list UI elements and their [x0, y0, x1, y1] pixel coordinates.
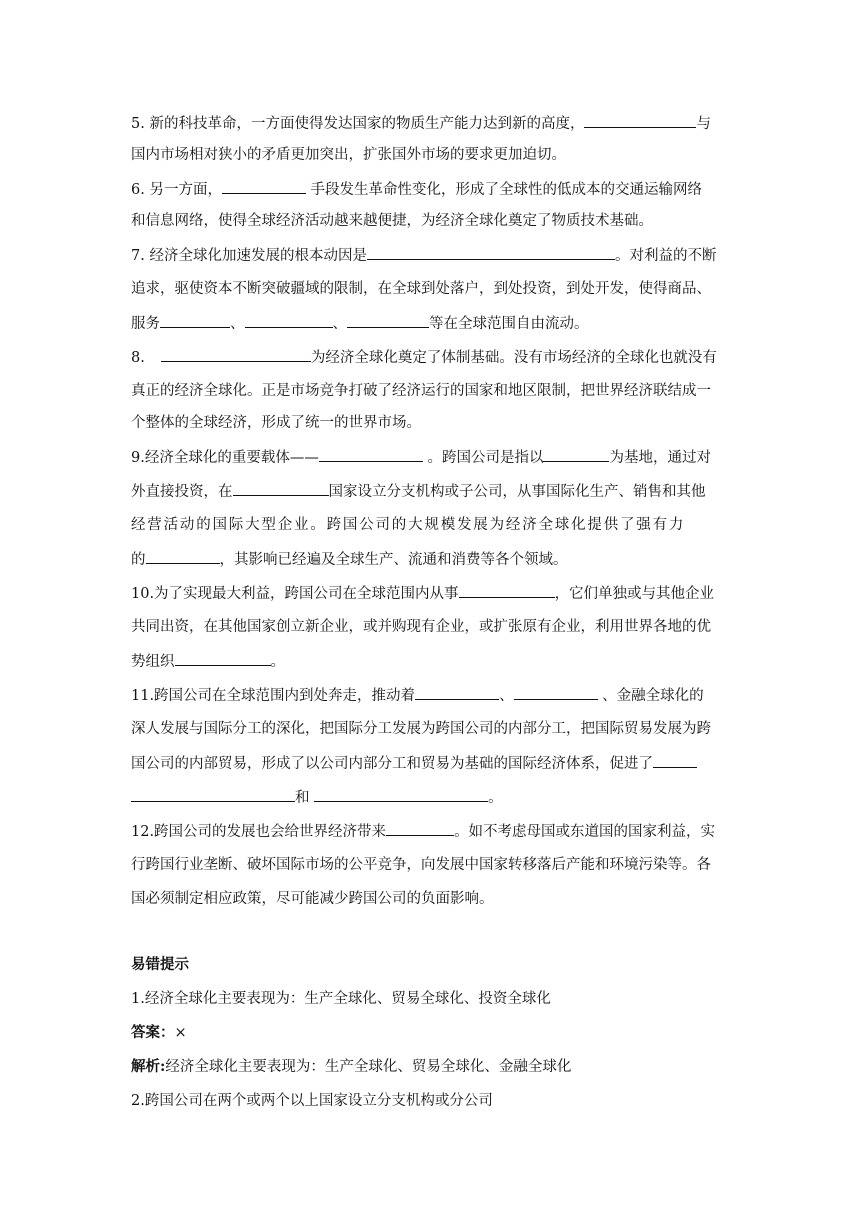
q6-text-2: 和信息网络，使得全球经济活动越来越便捷，为经济全球化奠定了物质技术基础。 [131, 213, 653, 229]
q6-line-1 [131, 178, 702, 201]
q9-line-3 [131, 514, 685, 536]
q7-text-end: 。对利益的不断 [614, 248, 717, 264]
tips-analysis [131, 1056, 571, 1078]
q7-line-3 [131, 312, 589, 335]
q11-line-2 [131, 718, 711, 740]
tips-item-1-text: 1.经济全球化主要表现为：生产全球化、贸易全球化、投资全球化 [131, 991, 551, 1007]
tips-item-1 [131, 988, 551, 1010]
q8-text-2: 真正的经济全球化。正是市场竞争打破了经济运行的国家和地区限制，把世界经济联结成一 [131, 383, 711, 399]
q11-text-2: 深人发展与国际分工的深化，把国际分工发展为跨国公司的内部分工，把国际贸易发展为跨 [131, 721, 711, 737]
q12-line-1 [131, 820, 715, 843]
q9-text-2a: 外直接投资，在 [131, 484, 233, 500]
q11-text-c: 、金融全球化的 [597, 688, 704, 704]
q11-blank-3a[interactable] [653, 752, 697, 768]
q12-text-3: 国必须制定相应政策，尽可能减少跨国公司的负面影响。 [131, 891, 494, 907]
q12-line-3 [131, 888, 494, 910]
q10-text-2: 共同出资，在其他国家创立新企业，或并购现有企业，或扩张原有企业，利用世界各地的优 [131, 619, 711, 635]
q8-text: 8. [131, 350, 145, 366]
q10-blank-1[interactable] [459, 582, 555, 598]
q11-line-4 [131, 786, 503, 809]
answer-label: 答案： [131, 1024, 175, 1041]
q11-line-1 [131, 684, 704, 707]
q12-text-2: 行跨国行业垄断、破坏国际市场的公平竞争，向发展中国家转移落后产能和环境污染等。各 [131, 857, 711, 873]
q8-text-end: 为经济全球化奠定了体制基础。没有市场经济的全球化也就没有 [310, 350, 717, 366]
q6-text: 6. 另一方面， [131, 182, 222, 198]
q7-text-3a: 服务 [131, 316, 160, 332]
q11-text-3: 国公司的内部贸易，形成了以公司内部分工和贸易为基础的国际经济体系，促进了 [131, 756, 653, 772]
q7-sep-2: 、 [332, 316, 347, 332]
q10-line-1 [131, 582, 714, 605]
q8-line-3 [131, 412, 421, 434]
q9-text-3: 经营活动的国际大型企业。跨国公司的大规模发展为经济全球化提供了强有力 [131, 517, 686, 533]
q11-text-4b: 。 [488, 790, 503, 806]
q10-text-end: ，它们单独或与其他企业 [554, 586, 715, 602]
answer-value: × [174, 1025, 187, 1041]
q7-line-1 [131, 244, 716, 267]
analysis-label: 解析: [131, 1058, 166, 1075]
q10-line-2 [131, 616, 711, 638]
tips-item-2-text: 2.跨国公司在两个或两个以上国家设立分支机构或分公司 [131, 1093, 493, 1109]
q9-text-2b: 国家设立分支机构或子公司，从事国际化生产、销售和其他 [328, 484, 706, 500]
q9-blank-2[interactable] [543, 446, 609, 462]
q11-blank-1[interactable] [415, 684, 499, 700]
q7-blank[interactable] [367, 244, 615, 260]
tips-answer [131, 1022, 187, 1044]
q9-text-c: 为基地，通过对 [609, 450, 711, 466]
q5-text-2: 国内市场相对狭小的矛盾更加突出，扩张国外市场的要求更加迫切。 [131, 147, 566, 163]
q9-text-b: 。跨国公司是指以 [422, 450, 544, 466]
q5-text-end: 与 [696, 116, 711, 132]
q11-blank-3b[interactable] [131, 786, 295, 802]
q7-line-2 [131, 278, 711, 300]
q12-text: 12.跨国公司的发展也会给世界经济带来 [131, 824, 387, 840]
q9-blank-1[interactable] [319, 446, 423, 462]
q12-blank[interactable] [386, 820, 454, 836]
q5-line-1 [131, 112, 711, 135]
q9-text-4a: 的 [131, 552, 146, 568]
q9-line-4 [131, 548, 568, 571]
q8-line-2 [131, 380, 711, 402]
q7-sep-1: 、 [230, 316, 245, 332]
q11-text-4a: 和 [295, 790, 315, 806]
q6-blank[interactable] [222, 178, 306, 194]
q6-text-end: 手段发生革命性变化，形成了全球性的低成本的交通运输网络 [305, 182, 703, 198]
q10-text: 10.为了实现最大利益，跨国公司在全球范围内从事 [131, 586, 459, 602]
q7-text: 7. 经济全球化加速发展的根本动因是 [131, 248, 367, 264]
q11-blank-4[interactable] [314, 786, 488, 802]
q7-blank-3[interactable] [245, 312, 333, 328]
tips-item-2 [131, 1090, 493, 1112]
q9-blank-4[interactable] [146, 548, 220, 564]
q9-text: 9.经济全球化的重要载体—— [131, 450, 319, 466]
q10-text-3b: 。 [270, 654, 285, 670]
analysis-value: 经济全球化主要表现为：生产全球化、贸易全球化、金融全球化 [165, 1059, 572, 1075]
q11-line-3 [131, 752, 697, 775]
q9-blank-3[interactable] [233, 480, 329, 496]
q7-blank-2[interactable] [160, 312, 230, 328]
tips-heading [131, 954, 189, 976]
q6-line-2 [131, 210, 653, 232]
q8-line-1 [131, 346, 717, 369]
q12-line-2 [131, 854, 711, 876]
q10-text-3a: 势组织 [131, 654, 175, 670]
q9-line-1 [131, 446, 711, 469]
q11-blank-2[interactable] [514, 684, 598, 700]
q5-text: 5. 新的科技革命，一方面使得发达国家的物质生产能力达到新的高度， [131, 116, 585, 132]
q5-blank[interactable] [584, 112, 696, 128]
q7-text-2: 追求，驱使资本不断突破疆域的限制，在全球到处落户，到处投资，到处开发，使得商品、 [131, 281, 711, 297]
q10-blank-2[interactable] [175, 650, 271, 666]
q8-blank[interactable] [161, 346, 311, 362]
q8-text-3: 个整体的全球经济，形成了统一的世界市场。 [131, 415, 421, 431]
q12-text-end: 。如不考虑母国或东道国的国家利益，实 [454, 824, 716, 840]
tips-heading-text: 易错提示 [131, 956, 189, 973]
q7-blank-4[interactable] [347, 312, 429, 328]
q9-text-4b: ，其影响已经遍及全球生产、流通和消费等各个领域。 [219, 552, 568, 568]
q5-line-2 [131, 144, 566, 166]
q11-sep: 、 [499, 688, 514, 704]
q11-text: 11.跨国公司在全球范围内到处奔走，推动着 [131, 688, 416, 704]
q7-text-3d: 等在全球范围自由流动。 [429, 316, 589, 332]
q10-line-3 [131, 650, 285, 673]
q9-line-2 [131, 480, 706, 503]
